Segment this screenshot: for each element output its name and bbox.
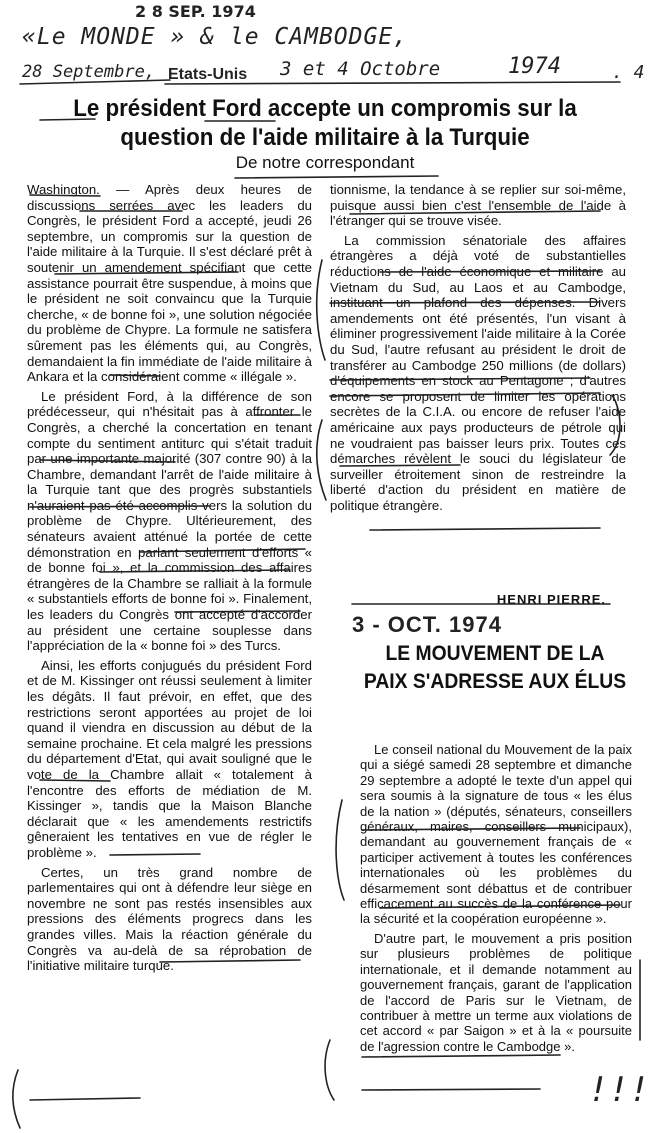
article-paragraph: Le conseil national du Mouvement de la paix qui a siégé samedi 28 septembre et dimanche 29 septembre a adopté le texte d'un appel qui sera soumis à la signature de tous « les élus de la nation » (députés, sénateurs, conseillers généraux, maires, conseillers municipaux), demandant au gouvernement français de « participer activement à toutes les conférences internationales où les problèmes du désarmement sont débattus et de contribuer efficacement au succès de la conférence pour la sécurité et la coopération européenne ». xyxy=(360,742,632,927)
pen-bracket xyxy=(336,800,344,900)
article-paragraph: tionnisme, la tendance à se replier sur soi-même, puisque aussi bien c'est l'ensemble de l'aide à l'étranger qui se trouve visée. xyxy=(330,182,626,229)
date-annotation: 28 Septembre, xyxy=(22,62,156,82)
pen-underline xyxy=(362,1089,540,1090)
source-annotation: «Le MONDE » & le CAMBODGE, xyxy=(22,24,409,50)
second-article-body xyxy=(360,742,632,1058)
rubric-label: Etats-Unis xyxy=(168,66,248,83)
dates-annotation: 3 et 4 Octobre xyxy=(280,58,441,80)
pen-bracket xyxy=(317,420,326,500)
byline: De notre correspondant xyxy=(235,153,415,172)
pen-underline xyxy=(370,528,600,530)
article-paragraph: Ainsi, les efforts conjugués du président Ford et de M. Kissinger ont réussi seulement à limiter les dégâts. Il faut prévoir, en effet, que des restrictions seront apportées au projet de loi quand il viendra en discussion au début de la semaine prochaine. Et cela malgré les pressions du département d'Etat, qui avait souligné que le vote de la Chambre allait « totalement à l'encontre des efforts de médiation de M. Kissinger », tandis que la Maison Blanche déclarait que « les amendements restrictifs gêneraient les tentatives en vue de régler le problème ». xyxy=(27,657,312,860)
second-article-title: LE MOUVEMENT DE LA PAIX S'ADRESSE AUX ÉLUS xyxy=(363,642,627,693)
handwritten-date: 3 - OCT. 1974 xyxy=(352,612,502,637)
article-paragraph: D'autre part, le mouvement a pris position sur plusieurs problèmes de politique internationale, et il demande notamment au gouvernement français, garant de l'application de l'accord de Paris sur le Vietnam, de contribuer à mettre un terme aux violations de cet accord « par Saigon » et à la « poursuite de l'agression contre le Cambodge ». xyxy=(360,930,632,1054)
article-right-column xyxy=(330,182,626,517)
article-paragraph: Le président Ford, à la différence de son prédécesseur, qui n'hésitait pas à affronter le Congrès, a cherché la concertation en tenant compte du sentiment antiturc qui s'était traduit par une importante majorité (307 contre 90) à la Chambre, demandant l'arrêt de l'aide militaire à la Turquie tant que des progrès substantiels n'auraient pas été accomplis vers la solution du problème de Chypre. Ultérieurement, des sénateurs avaient atténué la portée de cette démonstration en parlant seulement d'efforts « de bonne foi », et la commission des affaires étrangères de la Chambre se ralliait à la formule « substantiels efforts de bonne foi ». Finalement, les leaders du Congrès ont accepté d'accorder au président une certaine souplesse dans l'appréciation de la « bonne foi » des Turcs. xyxy=(27,388,312,654)
article-paragraph: Washington. — Après deux heures de discussions serrées avec les leaders du Congrès, le président Ford a accepté, jeudi 26 septembre, un compromis sur la question de l'aide militaire à la Turquie. Il s'est déclaré prêt à soutenir un amendement spécifiant que cette assistance pourrait être suspendue, à moins que le président ne soit convaincu que la Turquie cherche, « de bonne foi », une solution négociée du problème de Chypre. La formule ne satisfera sûrement pas les éléments qui, au Congrès, demandaient la fin immédiate de l'aide militaire à Ankara et la considéraient comme « illégale ». xyxy=(27,182,312,385)
article-paragraph: La commission sénatoriale des affaires étrangères a déjà voté de substantielles réductions de l'aide économique et militaire au Vietnam du Sud, au Laos et au Cambodge, instituant un plafond des dépenses. Divers amendements ont été présentés, l'un visant à éliminer progressivement l'aide militaire à la Corée du Sud, l'autre refusant au président le droit de transférer au Cambodge 250 millions (de dollars) d'équipements en stock au Pentagone ; d'autres encore se proposent de limiter les opérations secrètes de la C.I.A. ou encore de refuser l'aide américaine aux pays producteurs de pétrole qui ne voudraient pas baisser leurs prix. Toutes ces démarches révèlent le souci du législateur de surveiller étroitement sinon de restreindre la liberté d'action du président en matière de politique étrangère. xyxy=(330,232,626,513)
pen-underline xyxy=(235,176,438,178)
article-signature: HENRI PIERRE. xyxy=(496,592,606,607)
date-stamp: 2 8 SEP. 1974 xyxy=(135,2,256,21)
year-annotation: 1974 xyxy=(508,54,561,79)
pen-bracket xyxy=(317,260,325,360)
page-annotation: . 4 xyxy=(612,62,645,83)
pen-underline xyxy=(30,1098,140,1100)
article-left-column xyxy=(27,182,312,978)
pen-bracket xyxy=(325,1040,334,1100)
article-headline: Le président Ford accepte un compromis sur la question de l'aide militaire à la Turquie xyxy=(73,95,577,151)
article-paragraph: Certes, un très grand nombre de parlementaires qui ont à défendre leur siège en novembre ne sont pas restés insensibles aux pressions des éléments progrecs dans les grandes villes. Mais la réaction générale du Congrès va au-delà de sa réprobation de l'initiative militaire turque. xyxy=(27,864,312,974)
margin-marks: !!! xyxy=(588,1070,650,1110)
pen-bracket xyxy=(13,1070,20,1128)
